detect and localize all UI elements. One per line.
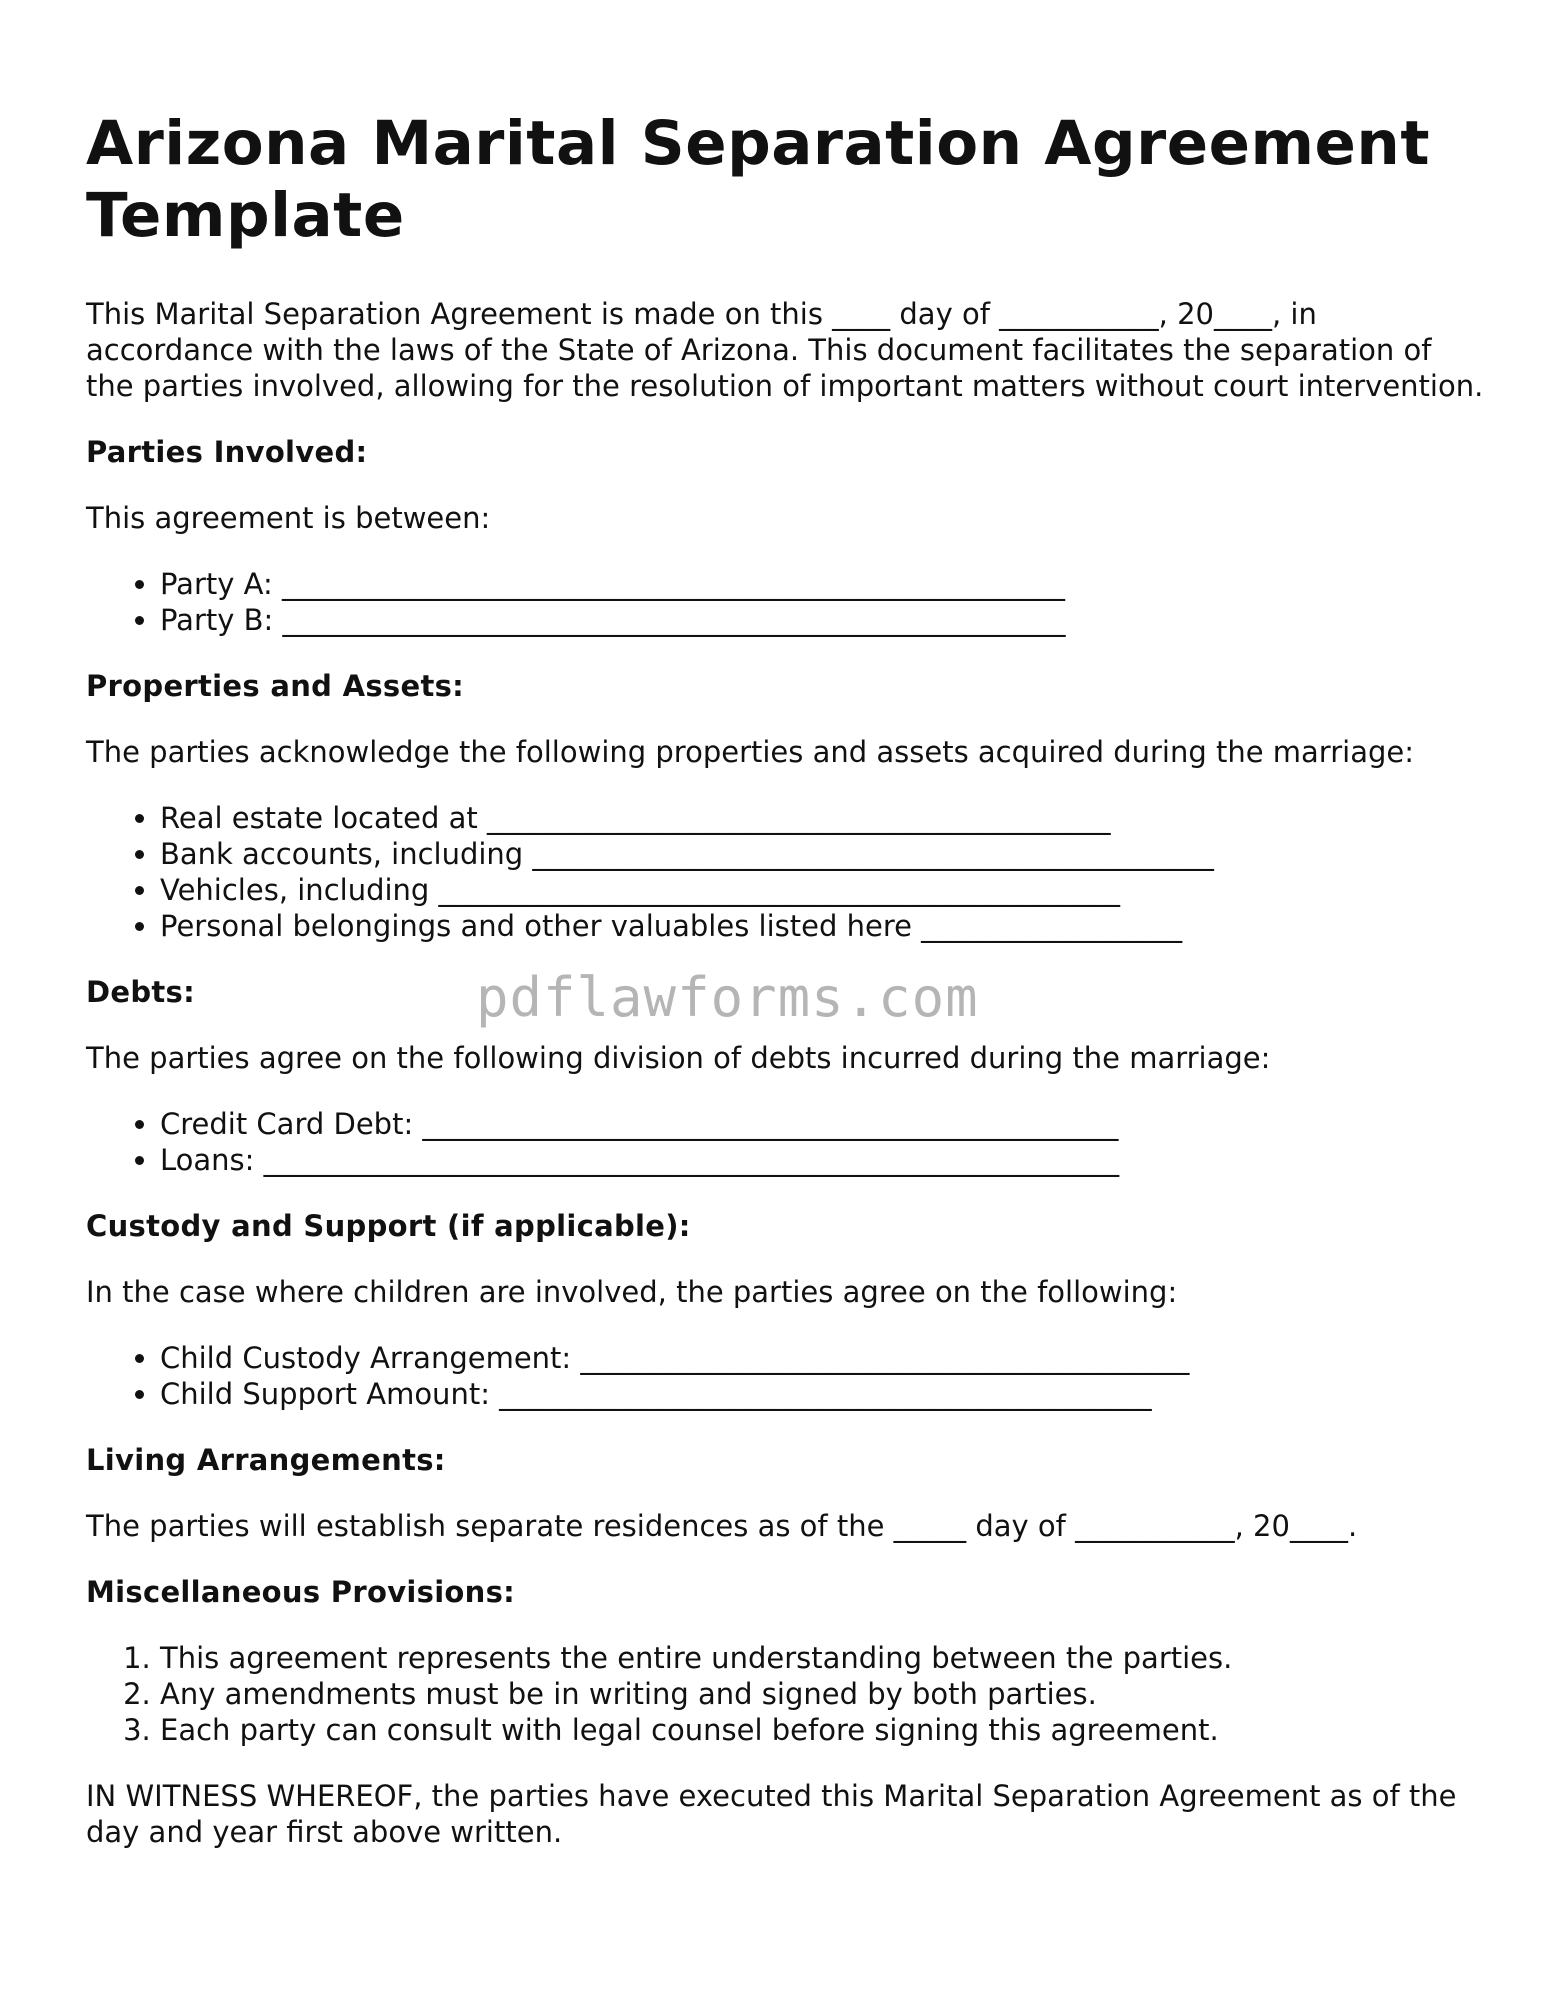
living-heading: Living Arrangements: [86, 1443, 446, 1477]
list-item-child-support: • Child Support Amount: _____________________________________________ [160, 1376, 1486, 1412]
list-item-credit-card-debt: • Credit Card Debt: ________________________________________________ [160, 1106, 1486, 1142]
list-item-personal-belongings: • Personal belongings and other valuables listed here __________________ [160, 908, 1486, 944]
intro-paragraph: This Marital Separation Agreement is made on this ____ day of ___________, 20____, in accordance with the laws of the State of Arizona. This document facilitates the separation of the parties involved, allowing for the resolution of important matters without court intervention. [86, 297, 1484, 403]
list-item-amendments: 2. Any amendments must be in writing and signed by both parties. [160, 1676, 1486, 1712]
parties-heading: Parties Involved: [86, 435, 368, 469]
parties-list [86, 566, 1486, 638]
custody-heading: Custody and Support (if applicable): [86, 1209, 691, 1243]
list-item-legal-counsel: 3. Each party can consult with legal counsel before signing this agreement. [160, 1712, 1486, 1748]
watermark: pdflawforms.com [476, 966, 979, 1029]
list-item-bank-accounts: • Bank accounts, including _______________________________________________ [160, 836, 1486, 872]
list-item-loans: • Loans: ___________________________________________________________ [160, 1142, 1486, 1178]
list-item-child-custody: • Child Custody Arrangement: __________________________________________ [160, 1340, 1486, 1376]
assets-heading: Properties and Assets: [86, 669, 465, 703]
living-text: The parties will establish separate residences as of the _____ day of ___________, 20____. [86, 1509, 1358, 1543]
page-title: Arizona Marital Separation Agreement Template [86, 108, 1431, 251]
list-item-party-b: • Party B: ______________________________________________________ [160, 602, 1486, 638]
list-item-vehicles: • Vehicles, including _______________________________________________ [160, 872, 1486, 908]
list-item-party-a: • Party A: ______________________________________________________ [160, 566, 1486, 602]
debts-heading: Debts: [86, 975, 196, 1009]
debts-text: The parties agree on the following division of debts incurred during the marriage: [86, 1041, 1271, 1075]
witness-paragraph: IN WITNESS WHEREOF, the parties have executed this Marital Separation Agreement as of the day and year first above written. [86, 1779, 1457, 1849]
debts-list [86, 1106, 1486, 1178]
misc-heading: Miscellaneous Provisions: [86, 1575, 516, 1609]
list-item-entire-understanding: 1. This agreement represents the entire understanding between the parties. [160, 1640, 1486, 1676]
custody-list [86, 1340, 1486, 1412]
custody-text: In the case where children are involved, the parties agree on the following: [86, 1275, 1178, 1309]
assets-text: The parties acknowledge the following properties and assets acquired during the marriage: [86, 735, 1414, 769]
document-page [86, 108, 1486, 1880]
assets-list [86, 800, 1486, 944]
list-item-real-estate: • Real estate located at ___________________________________________ [160, 800, 1486, 836]
misc-list [86, 1640, 1486, 1748]
parties-text: This agreement is between: [86, 501, 491, 535]
